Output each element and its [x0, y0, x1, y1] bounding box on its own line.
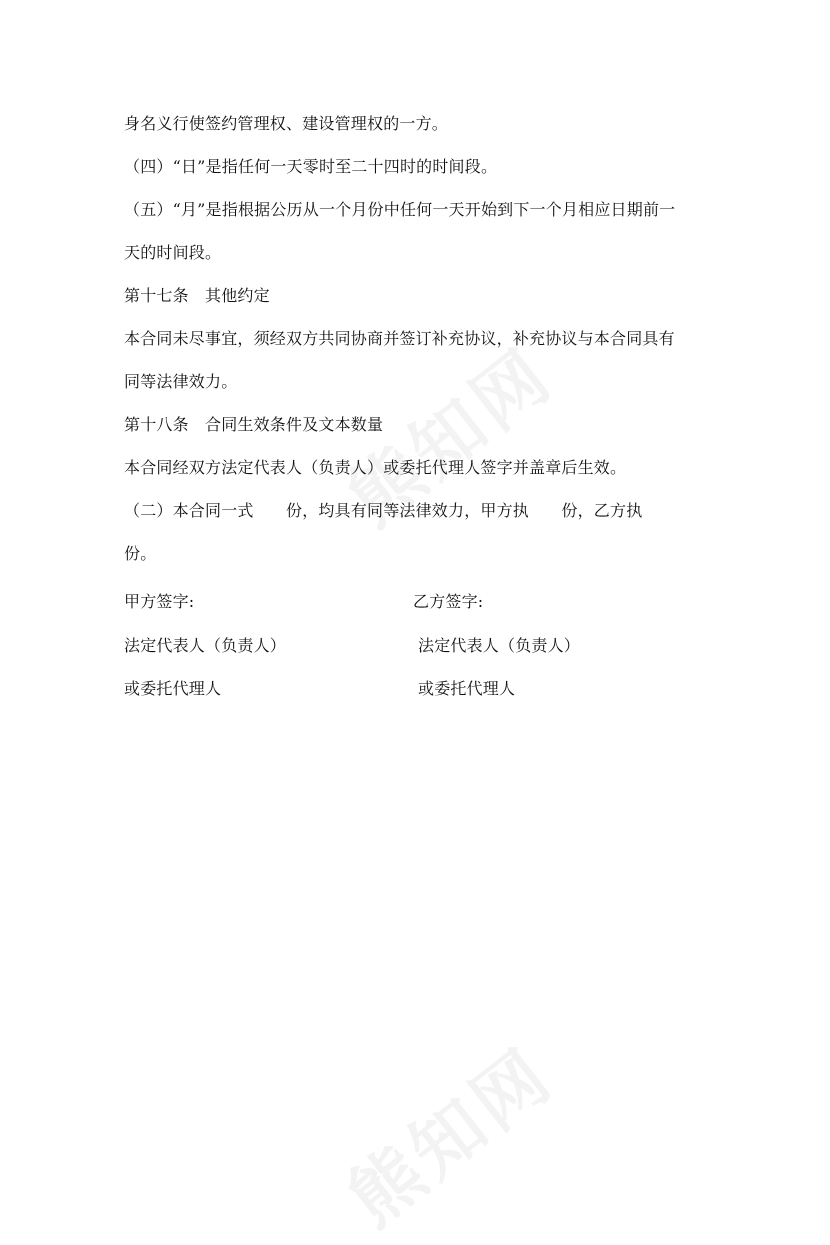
text-line: 天的时间段。 — [124, 243, 222, 262]
party-b-legal-rep-label: 法定代表人（负责人） — [418, 636, 581, 655]
watermark — [323, 1019, 571, 1245]
text-line: （四）“日”是指任何一天零时至二十四时的时间段。 — [124, 157, 498, 176]
party-a-sign-label: 甲方签字: — [124, 592, 195, 611]
section-heading: 第十七条 其他约定 — [124, 286, 270, 305]
text-line: 同等法律效力。 — [124, 372, 238, 391]
text-line: （二）本合同一式 份，均具有同等法律效力，甲方执 份，乙方执 — [124, 501, 643, 520]
party-a-legal-rep-label: 法定代表人（负责人） — [124, 636, 287, 655]
text-line: 本合同未尽事宜，须经双方共同协商并签订补充协议，补充协议与本合同具有 — [124, 329, 675, 348]
text-line: 份。 — [124, 544, 157, 563]
party-a-agent-label: 或委托代理人 — [124, 679, 222, 698]
text-line: 身名义行使签约管理权、建设管理权的一方。 — [124, 114, 449, 133]
party-b-agent-label: 或委托代理人 — [418, 679, 516, 698]
party-b-sign-label: 乙方签字: — [413, 592, 484, 611]
section-heading: 第十八条 合同生效条件及文本数量 — [124, 415, 384, 434]
text-line: （五）“月”是指根据公历从一个月份中任何一天开始到下一个月相应日期前一 — [124, 200, 676, 219]
text-line: 本合同经双方法定代表人（负责人）或委托代理人签字并盖章后生效。 — [124, 458, 627, 477]
